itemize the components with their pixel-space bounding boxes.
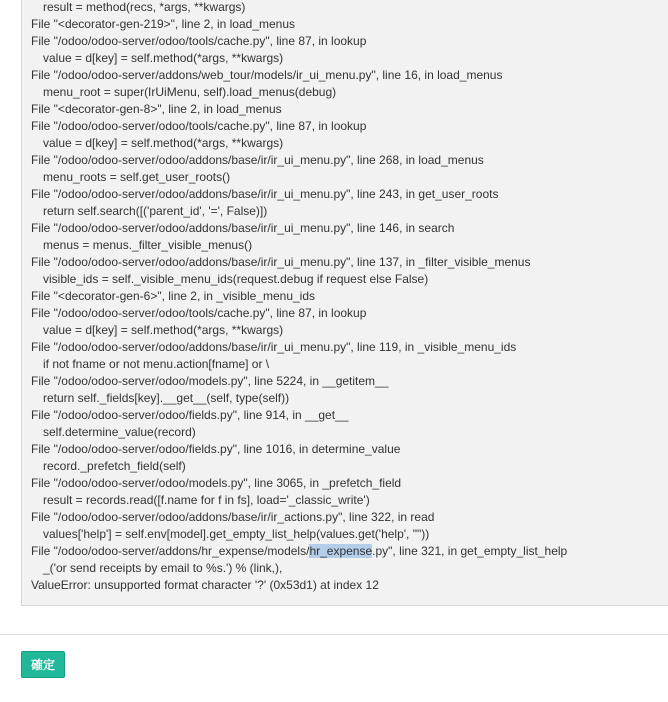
line-text: .py", line 321, in get_empty_list_help: [372, 544, 568, 558]
traceback-code-line: if not fname or not menu.action[fname] or \: [43, 357, 270, 371]
traceback-code-line: value = d[key] = self.method(*args, **kwargs): [43, 51, 284, 65]
traceback-file-line: File "/odoo/odoo-server/odoo/models.py", line 3065, in _prefetch_field: [31, 476, 402, 490]
error-message-line: ValueError: unsupported format character '?' (0x53d1) at index 12: [31, 578, 379, 592]
traceback-code-line: record._prefetch_field(self): [43, 459, 186, 473]
traceback-code-line: menu_root = super(IrUiMenu, self).load_menus(debug): [43, 85, 337, 99]
traceback-file-line: File "/odoo/odoo-server/odoo/tools/cache.py", line 87, in lookup: [31, 119, 367, 133]
traceback-file-line: File "/odoo/odoo-server/odoo/fields.py", line 914, in __get__: [31, 408, 349, 422]
traceback-file-line: File "/odoo/odoo-server/addons/web_tour/models/ir_ui_menu.py", line 16, in load_menus: [31, 68, 503, 82]
traceback-lines: [31, 0, 567, 594]
traceback-code-line: value = d[key] = self.method(*args, **kwargs): [43, 323, 284, 337]
traceback-panel[interactable]: [21, 0, 668, 606]
traceback-file-line: File "/odoo/odoo-server/odoo/addons/base/ir/ir_ui_menu.py", line 243, in get_user_roots: [31, 187, 499, 201]
traceback-file-line: File "/odoo/odoo-server/odoo/tools/cache.py", line 87, in lookup: [31, 34, 367, 48]
traceback-file-line: File "/odoo/odoo-server/odoo/addons/base/ir/ir_ui_menu.py", line 137, in _filter_visible_menus: [31, 255, 531, 269]
traceback-file-line: File "<decorator-gen-219>", line 2, in load_menus: [31, 17, 296, 31]
traceback-code-line: menu_roots = self.get_user_roots(): [43, 170, 231, 184]
traceback-code-line: return self.search([('parent_id', '=', False)]): [43, 204, 268, 218]
traceback-code-line: self.determine_value(record): [43, 425, 196, 439]
traceback-file-line: File "/odoo/odoo-server/odoo/addons/base/ir/ir_ui_menu.py", line 268, in load_menus: [31, 153, 484, 167]
traceback-file-line: File "/odoo/odoo-server/odoo/tools/cache.py", line 87, in lookup: [31, 306, 367, 320]
traceback-file-line: File "/odoo/odoo-server/odoo/models.py", line 5224, in __getitem__: [31, 374, 389, 388]
line-text: File "/odoo/odoo-server/addons/hr_expense/models/: [31, 544, 310, 558]
traceback-file-line: File "<decorator-gen-6>", line 2, in _visible_menu_ids: [31, 289, 316, 303]
traceback-code-line: values['help'] = self.env[model].get_empty_list_help(values.get('help', "")): [43, 527, 430, 541]
traceback-code-line: menus = menus._filter_visible_menus(): [43, 238, 253, 252]
traceback-file-line-selected: [31, 543, 567, 560]
traceback-file-line: File "<decorator-gen-8>", line 2, in load_menus: [31, 102, 282, 116]
traceback-file-line: File "/odoo/odoo-server/odoo/fields.py", line 1016, in determine_value: [31, 442, 401, 456]
text-selection: hr_expense: [309, 544, 373, 558]
traceback-code-line: result = method(recs, *args, **kwargs): [43, 0, 246, 14]
traceback-code-line: return self._fields[key].__get__(self, type(self)): [43, 391, 290, 405]
traceback-code-line: result = records.read([f.name for f in fs], load='_classic_write'): [43, 493, 370, 507]
ok-button[interactable]: 確定: [21, 651, 65, 678]
footer-divider: [0, 634, 668, 635]
traceback-code-line: value = d[key] = self.method(*args, **kwargs): [43, 136, 284, 150]
traceback-file-line: File "/odoo/odoo-server/odoo/addons/base/ir/ir_actions.py", line 322, in read: [31, 510, 435, 524]
traceback-code-line: _('or send receipts by email to %s.') % (link,),: [43, 561, 283, 575]
traceback-file-line: File "/odoo/odoo-server/odoo/addons/base/ir/ir_ui_menu.py", line 146, in search: [31, 221, 455, 235]
traceback-code-line: visible_ids = self._visible_menu_ids(request.debug if request else False): [43, 272, 429, 286]
traceback-file-line: File "/odoo/odoo-server/odoo/addons/base/ir/ir_ui_menu.py", line 119, in _visible_menu_ids: [31, 340, 517, 354]
